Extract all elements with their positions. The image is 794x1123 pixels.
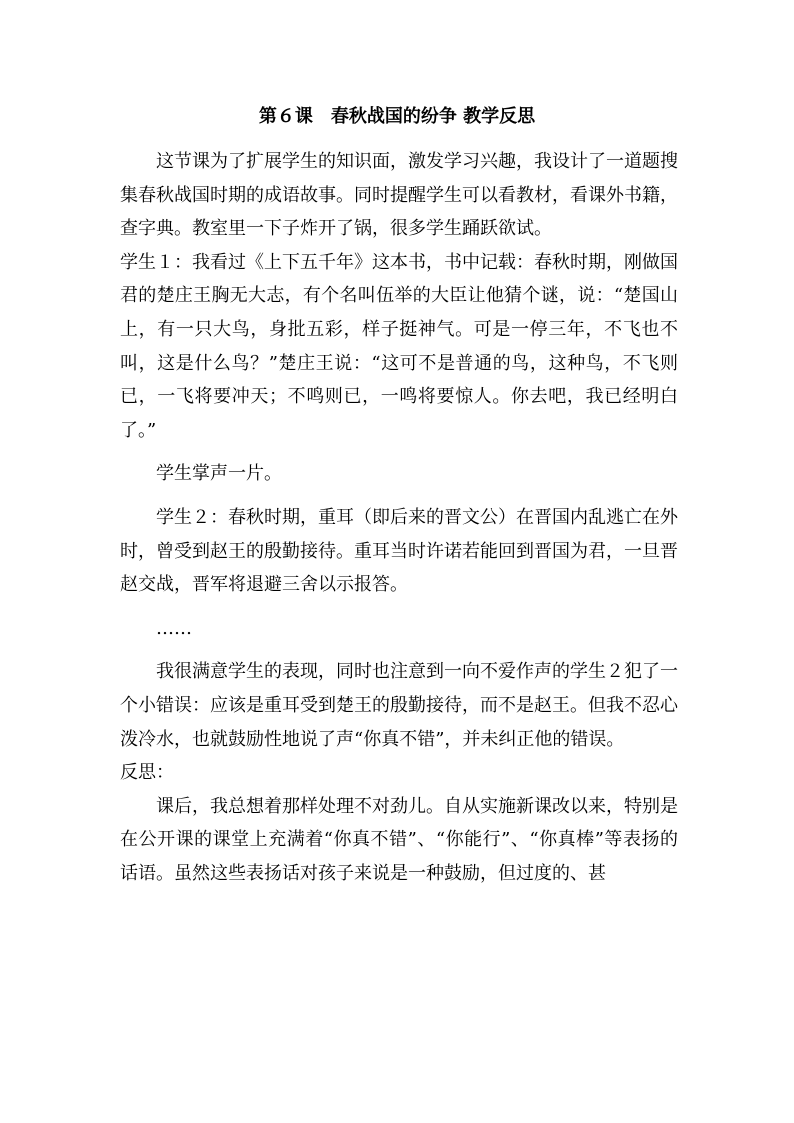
paragraph-student-1: 学生１：我看过《上下五千年》这本书，书中记载：春秋时期，刚做国君的楚庄王胸无大志，有个名叫伍举的大臣让他猜个谜，说：“楚国山上，有一只大鸟，身批五彩，样子挺神气。可是一停三年，不飞也不叫，这是什么鸟？”楚庄王说：“这可不是普通的鸟，这种鸟，不飞则已，一飞将要冲天；不鸣则已，一鸣将要惊人。你去吧，我已经明白了。” [120, 251, 678, 441]
paragraph-intro: 这节课为了扩展学生的知识面，激发学习兴趣，我设计了一道题搜集春秋战国时期的成语故事。同时提醒学生可以看教材，看课外书籍，查字典。教室里一下子炸开了锅，很多学生踊跃欲试。 [120, 151, 678, 240]
document-body [120, 145, 678, 890]
paragraph-reflection-heading: 反思： [120, 762, 174, 784]
paragraph-teacher-note: 我很满意学生的表现，同时也注意到一向不爱作声的学生２犯了一个小错误：应该是重耳受到楚王的殷勤接待，而不是赵王。但我不忍心泼冷水，也就鼓励性地说了声“你真不错”，并未纠正他的错误。 [120, 661, 678, 750]
paragraph-student-2: 学生２：春秋时期，重耳（即后来的晋文公）在晋国内乱逃亡在外时，曾受到赵王的殷勤接待。重耳当时许诺若能回到晋国为君，一旦晋赵交战，晋军将退避三舍以示报答。 [120, 506, 678, 596]
paragraph-applause: 学生掌声一片。 [156, 463, 282, 485]
paragraph-reflection: 课后，我总想着那样处理不对劲儿。自从实施新课改以来，特别是在公开课的课堂上充满着“你真不错”、“你能行”、“你真棒”等表扬的话语。虽然这些表扬话对孩子来说是一种鼓励，但过度的、甚 [120, 795, 678, 884]
paragraph-ellipsis: …… [156, 617, 192, 639]
document-title: 第６课 春秋战国的纷争 教学反思 [258, 106, 536, 127]
